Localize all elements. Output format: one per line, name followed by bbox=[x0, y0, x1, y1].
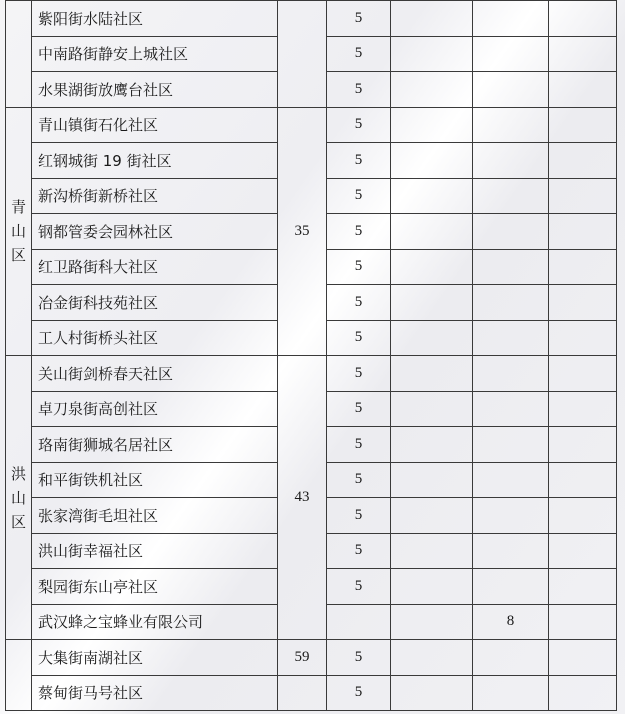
group-total-hongshan: 43 bbox=[278, 356, 327, 640]
blank-cell bbox=[549, 427, 617, 463]
quota-count: 5 bbox=[327, 36, 391, 72]
blank-cell bbox=[549, 178, 617, 214]
quota-count: 5 bbox=[327, 462, 391, 498]
quota-count bbox=[327, 604, 391, 640]
community-name: 中南路街静安上城社区 bbox=[32, 36, 278, 72]
blank-cell bbox=[391, 462, 473, 498]
quota-count: 5 bbox=[327, 214, 391, 250]
community-name: 梨园街东山亭社区 bbox=[32, 569, 278, 605]
quota-count: 5 bbox=[327, 356, 391, 392]
extra-count bbox=[473, 36, 549, 72]
extra-count bbox=[473, 462, 549, 498]
blank-cell bbox=[391, 604, 473, 640]
community-name: 钢都管委会园林社区 bbox=[32, 214, 278, 250]
extra-count bbox=[473, 107, 549, 143]
blank-cell bbox=[391, 320, 473, 356]
extra-count bbox=[473, 640, 549, 676]
blank-cell bbox=[391, 249, 473, 285]
blank-cell bbox=[391, 498, 473, 534]
blank-cell bbox=[391, 391, 473, 427]
quota-count: 5 bbox=[327, 533, 391, 569]
blank-cell bbox=[549, 249, 617, 285]
blank-cell bbox=[391, 356, 473, 392]
blank-cell bbox=[391, 1, 473, 37]
extra-count bbox=[473, 143, 549, 179]
company-name: 武汉蜂之宝蜂业有限公司 bbox=[32, 604, 278, 640]
table-row bbox=[6, 640, 617, 676]
blank-cell bbox=[391, 107, 473, 143]
table-row bbox=[6, 675, 617, 711]
blank-cell bbox=[549, 1, 617, 37]
community-name: 紫阳街水陆社区 bbox=[32, 1, 278, 37]
blank-cell bbox=[391, 143, 473, 179]
blank-cell bbox=[549, 462, 617, 498]
blank-cell bbox=[391, 285, 473, 321]
group-total-caidian: 59 bbox=[278, 640, 327, 676]
blank-cell bbox=[391, 36, 473, 72]
blank-cell bbox=[391, 72, 473, 108]
extra-count bbox=[473, 569, 549, 605]
community-name: 红钢城街 19 街社区 bbox=[32, 143, 278, 179]
table-row bbox=[6, 1, 617, 37]
extra-count bbox=[473, 356, 549, 392]
allocation-table bbox=[5, 0, 617, 711]
extra-count bbox=[473, 72, 549, 108]
extra-count bbox=[473, 391, 549, 427]
community-name: 洪山街幸福社区 bbox=[32, 533, 278, 569]
community-name: 和平街铁机社区 bbox=[32, 462, 278, 498]
blank-cell bbox=[391, 569, 473, 605]
table-row bbox=[6, 356, 617, 392]
extra-count bbox=[473, 498, 549, 534]
region-char: 区 bbox=[10, 512, 26, 531]
community-name: 青山镇街石化社区 bbox=[32, 107, 278, 143]
quota-count: 5 bbox=[327, 427, 391, 463]
extra-count bbox=[473, 427, 549, 463]
blank-cell bbox=[391, 640, 473, 676]
blank-cell bbox=[549, 533, 617, 569]
community-name: 红卫路街科大社区 bbox=[32, 249, 278, 285]
blank-cell bbox=[549, 498, 617, 534]
quota-count: 5 bbox=[327, 498, 391, 534]
region-char: 区 bbox=[10, 246, 26, 265]
extra-count bbox=[473, 1, 549, 37]
region-char: 洪 bbox=[10, 464, 26, 483]
community-name: 关山街剑桥春天社区 bbox=[32, 356, 278, 392]
blank-cell bbox=[391, 675, 473, 711]
region-cell bbox=[6, 640, 32, 711]
extra-count bbox=[473, 675, 549, 711]
community-name: 水果湖街放鹰台社区 bbox=[32, 72, 278, 108]
group-total-qingshan: 35 bbox=[278, 107, 327, 356]
community-name: 冶金街科技苑社区 bbox=[32, 285, 278, 321]
community-name: 珞南街狮城名居社区 bbox=[32, 427, 278, 463]
region-char: 青 bbox=[10, 198, 26, 217]
blank-cell bbox=[549, 391, 617, 427]
community-name: 新沟桥街新桥社区 bbox=[32, 178, 278, 214]
community-name: 大集街南湖社区 bbox=[32, 640, 278, 676]
community-name: 工人村街桥头社区 bbox=[32, 320, 278, 356]
community-name: 张家湾街毛坦社区 bbox=[32, 498, 278, 534]
blank-cell bbox=[549, 569, 617, 605]
region-hongshan bbox=[6, 356, 32, 640]
quota-count: 5 bbox=[327, 569, 391, 605]
blank-cell bbox=[391, 178, 473, 214]
extra-count bbox=[473, 214, 549, 250]
blank-cell bbox=[549, 675, 617, 711]
extra-count bbox=[473, 285, 549, 321]
blank-cell bbox=[549, 640, 617, 676]
blank-cell bbox=[549, 356, 617, 392]
blank-cell bbox=[549, 604, 617, 640]
quota-count: 5 bbox=[327, 285, 391, 321]
quota-count: 5 bbox=[327, 249, 391, 285]
blank-cell bbox=[549, 285, 617, 321]
region-qingshan bbox=[6, 107, 32, 356]
quota-count: 5 bbox=[327, 640, 391, 676]
blank-cell bbox=[391, 533, 473, 569]
extra-count bbox=[473, 249, 549, 285]
group-total-cell bbox=[278, 675, 327, 711]
quota-count: 5 bbox=[327, 1, 391, 37]
quota-count: 5 bbox=[327, 143, 391, 179]
community-name: 蔡甸街马号社区 bbox=[32, 675, 278, 711]
blank-cell bbox=[391, 214, 473, 250]
blank-cell bbox=[549, 107, 617, 143]
blank-cell bbox=[549, 143, 617, 179]
blank-cell bbox=[391, 427, 473, 463]
quota-count: 5 bbox=[327, 178, 391, 214]
extra-count bbox=[473, 320, 549, 356]
extra-count bbox=[473, 178, 549, 214]
community-name: 卓刀泉街高创社区 bbox=[32, 391, 278, 427]
region-cell bbox=[6, 1, 32, 108]
extra-count bbox=[473, 533, 549, 569]
blank-cell bbox=[549, 36, 617, 72]
region-char: 山 bbox=[10, 222, 26, 241]
table-row bbox=[6, 107, 617, 143]
quota-count: 5 bbox=[327, 72, 391, 108]
quota-count: 5 bbox=[327, 107, 391, 143]
group-total bbox=[278, 1, 327, 108]
extra-count: 8 bbox=[473, 604, 549, 640]
blank-cell bbox=[549, 72, 617, 108]
blank-cell bbox=[549, 320, 617, 356]
quota-count: 5 bbox=[327, 320, 391, 356]
quota-count: 5 bbox=[327, 675, 391, 711]
quota-count: 5 bbox=[327, 391, 391, 427]
blank-cell bbox=[549, 214, 617, 250]
region-char: 山 bbox=[10, 488, 26, 507]
